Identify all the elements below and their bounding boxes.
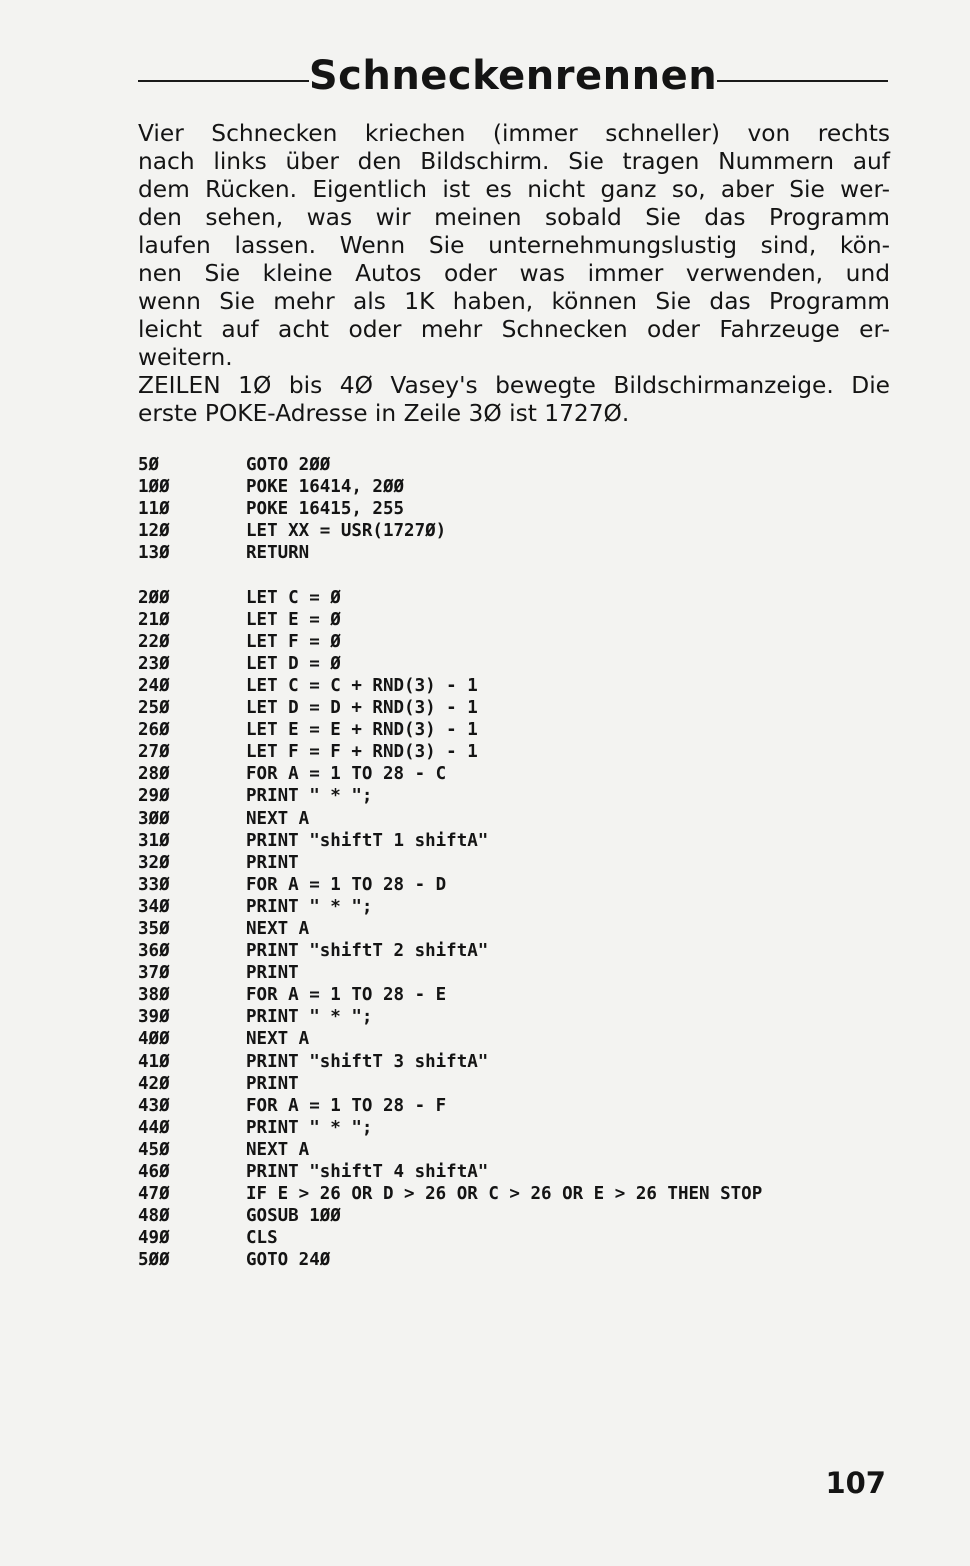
basic-statement: FOR A = 1 TO 28 - D: [246, 874, 447, 895]
title-row: [138, 52, 888, 100]
code-line: [138, 1249, 898, 1271]
code-line: [138, 918, 898, 940]
basic-statement: LET C = C + RND(3) - 1: [246, 675, 478, 696]
line-number: 36Ø: [138, 941, 170, 962]
code-line: [138, 520, 898, 542]
basic-statement: LET F = Ø: [246, 631, 341, 652]
line-number: 49Ø: [138, 1228, 170, 1249]
intro-line: dem Rücken. Eigentlich ist es nicht ganz so, aber Sie wer-: [138, 176, 890, 203]
basic-statement: FOR A = 1 TO 28 - C: [246, 764, 447, 785]
code-line: [138, 498, 898, 520]
listing-gap: [138, 564, 898, 586]
code-line: [138, 542, 898, 564]
code-line: [138, 830, 898, 852]
line-number: 12Ø: [138, 521, 170, 542]
line-number: 5Ø: [138, 455, 160, 475]
line-number: 38Ø: [138, 985, 170, 1006]
basic-statement: GOTO 2ØØ: [246, 455, 331, 475]
intro-line: nen Sie kleine Autos oder was immer verwenden, und: [138, 260, 890, 287]
code-line: [138, 741, 898, 763]
basic-statement: NEXT A: [246, 1139, 310, 1160]
line-number: 37Ø: [138, 963, 170, 984]
line-number: 23Ø: [138, 653, 170, 674]
code-line: [138, 763, 898, 785]
line-number: 21Ø: [138, 609, 170, 630]
intro-line: laufen lassen. Wenn Sie unternehmungslustig sind, kön-: [138, 232, 890, 259]
basic-statement: FOR A = 1 TO 28 - E: [246, 985, 447, 1006]
line-number: 41Ø: [138, 1051, 170, 1072]
code-line: [138, 896, 898, 918]
code-line: [138, 940, 898, 962]
basic-statement: PRINT " * ";: [246, 896, 373, 917]
code-line: [138, 609, 898, 631]
code-line: [138, 1051, 898, 1073]
line-number: 11Ø: [138, 499, 170, 520]
intro-line: den sehen, was wir meinen sobald Sie das Programm: [138, 204, 890, 231]
basic-statement: GOTO 24Ø: [246, 1250, 331, 1271]
code-line: [138, 1006, 898, 1028]
basic-statement: LET E = Ø: [246, 609, 341, 630]
code-line: [138, 1073, 898, 1095]
line-number: 32Ø: [138, 852, 170, 873]
page-title: Schneckenrennen: [308, 53, 718, 99]
line-number: 46Ø: [138, 1162, 170, 1182]
line-number: 48Ø: [138, 1206, 170, 1227]
basic-statement: PRINT "shiftT 3 shiftA": [246, 1051, 489, 1072]
code-line: [138, 962, 898, 984]
code-line: [138, 697, 898, 719]
basic-statement: GOSUB 1ØØ: [246, 1206, 341, 1227]
basic-statement: IF E > 26 OR D > 26 OR C > 26 OR E > 26 THEN STOP: [246, 1184, 763, 1205]
intro-line: nach links über den Bildschirm. Sie tragen Nummern auf: [138, 148, 890, 175]
line-number: 24Ø: [138, 675, 170, 696]
code-line: [138, 653, 898, 675]
basic-statement: POKE 16415, 255: [246, 499, 405, 520]
basic-statement: PRINT " * ";: [246, 786, 373, 807]
code-line: [138, 719, 898, 741]
code-line: [138, 631, 898, 653]
intro-line: weitern.: [138, 344, 233, 371]
basic-statement: NEXT A: [246, 1029, 310, 1050]
code-line: [138, 476, 898, 498]
basic-statement: PRINT "shiftT 2 shiftA": [246, 941, 489, 962]
code-line: [138, 1205, 898, 1227]
code-line: [138, 785, 898, 807]
intro-line: erste POKE-Adresse in Zeile 3Ø ist 1727Ø.: [138, 400, 630, 427]
title-rule-right: [717, 80, 888, 82]
basic-statement: LET D = Ø: [246, 653, 341, 674]
line-number: 25Ø: [138, 698, 170, 719]
line-number: 47Ø: [138, 1184, 170, 1205]
program-listing: [138, 454, 898, 1271]
line-number: 5ØØ: [138, 1250, 170, 1271]
code-line: [138, 454, 898, 476]
code-line: [138, 1028, 898, 1050]
line-number: 1ØØ: [138, 477, 170, 498]
line-number: 35Ø: [138, 918, 170, 939]
line-number: 34Ø: [138, 896, 170, 917]
code-line: [138, 1139, 898, 1161]
code-line: [138, 808, 898, 830]
basic-statement: LET C = Ø: [246, 587, 341, 608]
line-number: 39Ø: [138, 1007, 170, 1028]
basic-statement: NEXT A: [246, 918, 310, 939]
basic-statement: PRINT: [246, 963, 299, 984]
line-number: 33Ø: [138, 874, 170, 895]
basic-statement: PRINT " * ";: [246, 1007, 373, 1028]
code-line: [138, 1227, 898, 1249]
line-number: 2ØØ: [138, 587, 170, 608]
listing-block-1: [138, 454, 898, 564]
code-line: [138, 984, 898, 1006]
basic-statement: POKE 16414, 2ØØ: [246, 477, 405, 498]
code-line: [138, 1117, 898, 1139]
basic-statement: PRINT " * ";: [246, 1117, 373, 1138]
basic-statement: NEXT A: [246, 808, 310, 829]
line-number: 29Ø: [138, 786, 170, 807]
line-number: 31Ø: [138, 830, 170, 851]
title-rule-left: [138, 80, 309, 82]
line-number: 44Ø: [138, 1117, 170, 1138]
intro-text: [138, 120, 890, 428]
line-number: 45Ø: [138, 1139, 170, 1160]
basic-statement: CLS: [246, 1228, 278, 1249]
line-number: 22Ø: [138, 631, 170, 652]
basic-statement: PRINT: [246, 852, 299, 873]
page-number: 107: [825, 1466, 886, 1500]
code-line: [138, 1183, 898, 1205]
line-number: 3ØØ: [138, 808, 170, 829]
line-number: 27Ø: [138, 742, 170, 763]
intro-line: leicht auf acht oder mehr Schnecken oder Fahrzeuge er-: [138, 316, 890, 343]
code-line: [138, 587, 898, 609]
code-line: [138, 1161, 898, 1183]
basic-statement: LET D = D + RND(3) - 1: [246, 698, 478, 719]
line-number: 43Ø: [138, 1095, 170, 1116]
code-line: [138, 874, 898, 896]
basic-statement: PRINT "shiftT 1 shiftA": [246, 830, 489, 851]
code-line: [138, 1095, 898, 1117]
line-number: 28Ø: [138, 764, 170, 785]
code-line: [138, 852, 898, 874]
basic-statement: FOR A = 1 TO 28 - F: [246, 1095, 447, 1116]
intro-line: Vier Schnecken kriechen (immer schneller) von rechts: [138, 120, 890, 147]
code-line: [138, 675, 898, 697]
basic-statement: LET XX = USR(1727Ø): [246, 521, 447, 542]
basic-statement: LET F = F + RND(3) - 1: [246, 742, 478, 763]
basic-statement: RETURN: [246, 543, 310, 564]
line-number: 13Ø: [138, 543, 170, 564]
basic-statement: LET E = E + RND(3) - 1: [246, 720, 478, 741]
line-number: 26Ø: [138, 720, 170, 741]
basic-statement: PRINT: [246, 1073, 299, 1094]
line-number: 4ØØ: [138, 1029, 170, 1050]
basic-statement: PRINT "shiftT 4 shiftA": [246, 1162, 489, 1182]
line-number: 42Ø: [138, 1073, 170, 1094]
intro-line: ZEILEN 1Ø bis 4Ø Vasey's bewegte Bildschirmanzeige. Die: [138, 372, 890, 399]
listing-block-2: [138, 587, 898, 1272]
intro-line: wenn Sie mehr als 1K haben, können Sie das Programm: [138, 288, 890, 315]
